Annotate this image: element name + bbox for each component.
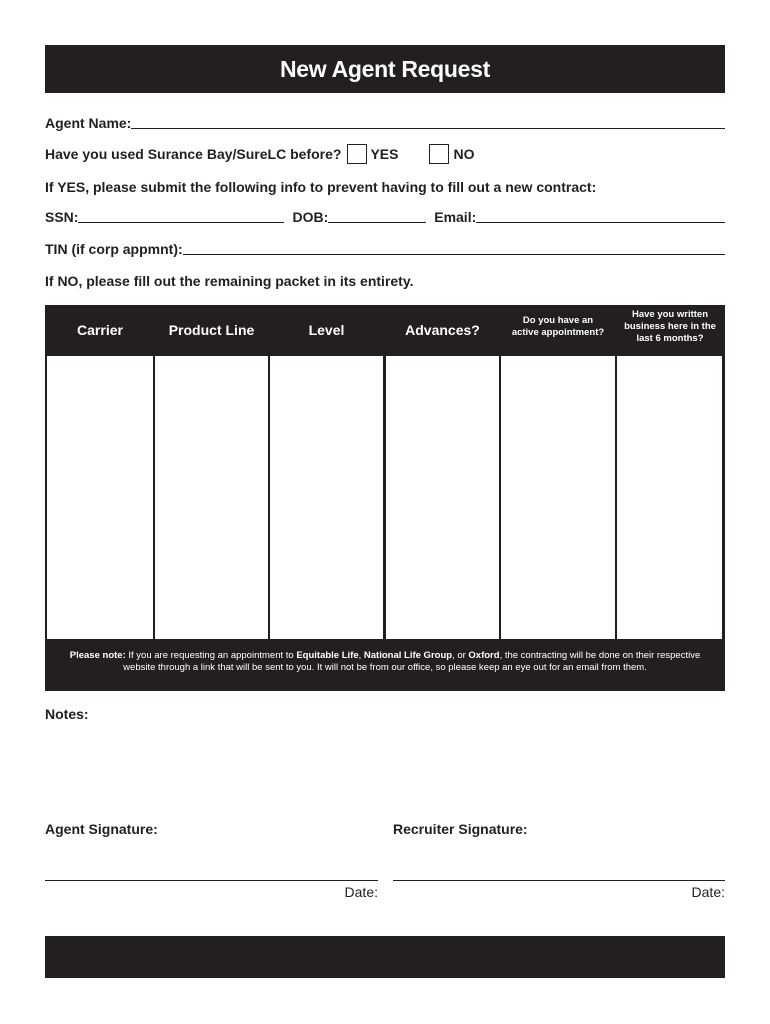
if-no-row	[45, 273, 725, 289]
agent-name-label: Agent Name:	[45, 115, 132, 131]
dob-label: DOB:	[292, 209, 329, 225]
if-yes-instruction: If YES, please submit the following info to prevent having to fill out a new contract:	[45, 179, 597, 195]
used-before-label: Have you used Surance Bay/SureLC before?	[45, 146, 342, 162]
header-level: Level	[308, 322, 345, 338]
active-appointment-cell[interactable]	[501, 356, 615, 639]
agent-name-field[interactable]	[131, 116, 725, 129]
ssn-field[interactable]	[78, 210, 284, 223]
email-label: Email:	[434, 209, 477, 225]
header-product-line: Product Line	[168, 322, 255, 338]
tin-field[interactable]	[183, 242, 725, 255]
header-bar	[45, 45, 725, 93]
used-before-row	[45, 144, 725, 164]
no-label: NO	[453, 146, 475, 162]
level-cell[interactable]	[270, 356, 383, 639]
footer-bar	[45, 936, 725, 978]
note-sep-1: ,	[358, 650, 364, 661]
carrier-table	[45, 305, 725, 691]
note-prefix: Please note:	[69, 650, 126, 661]
advances-cell[interactable]	[386, 356, 499, 639]
agent-date-label: Date:	[344, 884, 378, 900]
agent-signature-line[interactable]	[45, 880, 378, 881]
email-field[interactable]	[476, 210, 725, 223]
agent-name-row	[45, 115, 725, 131]
tin-label: TIN (if corp appmnt):	[45, 241, 183, 257]
tin-row	[45, 241, 725, 257]
note-carrier-3: Oxford	[468, 650, 500, 661]
agent-signature-label: Agent Signature:	[45, 821, 158, 837]
yes-checkbox[interactable]	[347, 144, 367, 164]
recruiter-signature-line[interactable]	[393, 880, 725, 881]
header-carrier: Carrier	[77, 322, 123, 338]
header-written-business: Have you written business here in the last 6 months?	[624, 309, 716, 344]
written-business-cell[interactable]	[617, 356, 722, 639]
no-checkbox[interactable]	[429, 144, 449, 164]
dob-field[interactable]	[328, 210, 426, 223]
page-title: New Agent Request	[279, 55, 491, 82]
note-sep-2: , or	[452, 650, 469, 661]
ssn-label: SSN:	[45, 209, 79, 225]
notes-row	[45, 706, 725, 722]
please-note	[55, 650, 715, 674]
yes-label: YES	[370, 146, 399, 162]
carrier-cell[interactable]	[47, 356, 153, 639]
if-yes-row	[45, 179, 725, 195]
header-advances: Advances?	[405, 322, 480, 338]
note-carrier-1: Equitable Life	[296, 650, 359, 661]
recruiter-signature-label: Recruiter Signature:	[393, 821, 528, 837]
if-no-instruction: If NO, please fill out the remaining packet in its entirety.	[45, 273, 414, 289]
product-line-cell[interactable]	[155, 356, 268, 639]
note-text-2: , the contracting will be done on their respective website through a link that will be sent to you. It will not be from our office, so please keep an eye out for an email from them.	[123, 650, 701, 673]
header-active-appointment: Do you have an active appointment?	[511, 315, 605, 338]
note-carrier-2: National Life Group	[363, 650, 453, 661]
notes-label: Notes:	[45, 706, 89, 722]
note-text-1: If you are requesting an appointment to	[125, 650, 297, 661]
ssn-dob-email-row	[45, 209, 725, 225]
recruiter-date-label: Date:	[691, 884, 725, 900]
